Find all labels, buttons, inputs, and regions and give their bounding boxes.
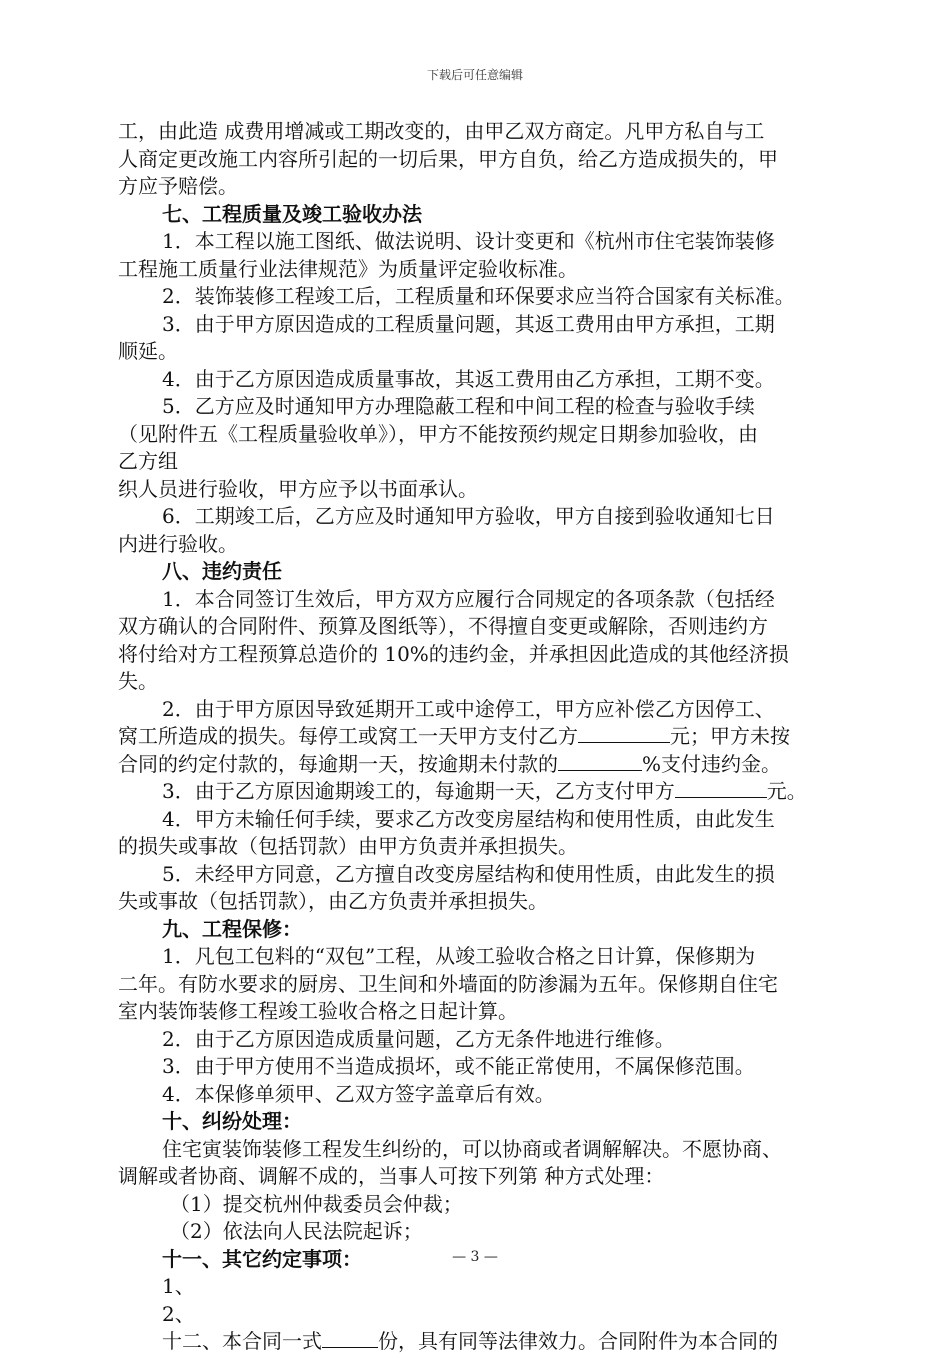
line-text: 1．本工程以施工图纸、做法说明、设计变更和《杭州市住宅装饰装修 [162, 229, 775, 253]
section-heading [118, 1108, 864, 1136]
line-text: 住宅寅装饰装修工程发生纠纷的，可以协商或者调解解决。不愿协商、 [162, 1136, 782, 1161]
text-line [118, 1273, 864, 1301]
text-line [118, 861, 864, 889]
fill-in-blank [558, 752, 642, 771]
line-text: （见附件五《工程质量验收单》），甲方不能按预约规定日期参加验收，由 [118, 421, 758, 446]
line-text: 合同的约定付款的，每逾期一天，按逾期未付款的 [118, 751, 558, 776]
text-line [118, 448, 864, 476]
line-text: 2．由于甲方原因导致延期开工或中途停工，甲方应补偿乙方因停工、 [162, 696, 775, 721]
line-text: 十一、其它约定事项： [162, 1246, 362, 1271]
line-text: 双方确认的合同附件、预算及图纸等），不得擅自变更或解除，否则违约方 [118, 614, 768, 638]
text-line [118, 256, 864, 284]
fill-in-blank [322, 1329, 378, 1348]
text-line [118, 613, 864, 641]
line-text: 3．由于甲方原因造成的工程质量问题，其返工费用由甲方承担，工期 [162, 311, 775, 336]
line-text: 2．由于乙方原因造成质量问题，乙方无条件地进行维修。 [162, 1026, 675, 1051]
text-line [118, 338, 864, 366]
text-line [118, 146, 864, 174]
line-text: 4．由于乙方原因造成质量事故，其返工费用由乙方承担，工期不变。 [162, 366, 775, 391]
text-line [118, 1191, 864, 1219]
line-text: 5．乙方应及时通知甲方办理隐蔽工程和中间工程的检查与验收手续 [162, 394, 755, 418]
line-text: 1．凡包工包料的“双包”工程，从竣工验收合格之日计算，保修期为 [162, 944, 756, 968]
text-line [118, 118, 864, 146]
text-line [118, 723, 864, 751]
line-text: 6．工期竣工后，乙方应及时通知甲方验收，甲方自接到验收通知七日 [162, 504, 775, 528]
line-text: 工程施工质量行业法律规范》为质量评定验收标准。 [118, 256, 578, 281]
text-line [118, 971, 864, 999]
text-line [118, 476, 864, 504]
line-text: （2）依法向人民法院起诉； [170, 1219, 423, 1243]
line-text: 二年。有防水要求的厨房、卫生间和外墙面的防渗漏为五年。保修期自住宅 [118, 971, 778, 996]
line-text: 4．甲方未输任何手续，要求乙方改变房屋结构和使用性质，由此发生 [162, 806, 775, 831]
line-text-after-blank: 元。 [766, 779, 807, 803]
line-text: 室内装饰装修工程竣工验收合格之日起计算。 [118, 999, 518, 1023]
text-line [118, 751, 864, 779]
line-text: 4．本保修单须甲、乙双方签字盖章后有效。 [162, 1081, 555, 1106]
text-line [118, 806, 864, 834]
line-text: 窝工所造成的损失。每停工或窝工一天甲方支付乙方 [118, 724, 578, 748]
line-text: 将付给对方工程预算总造价的 10%的违约金，并承担因此造成的其他经济损 [118, 641, 789, 666]
line-text: 顺延。 [118, 339, 178, 363]
text-line [118, 943, 864, 971]
text-line [118, 366, 864, 394]
section-heading [118, 916, 864, 944]
text-line [118, 421, 864, 449]
line-text: 失。 [118, 669, 158, 693]
text-line [118, 1053, 864, 1081]
line-text: 十二、本合同一式 [162, 1329, 322, 1353]
line-text: 人商定更改施工内容所引起的一切后果，甲方自负，给乙方造成损失的，甲 [118, 146, 778, 171]
fill-in-blank [675, 779, 767, 798]
text-line [118, 503, 864, 531]
text-line [118, 586, 864, 614]
line-text: 2．装饰装修工程竣工后，工程质量和环保要求应当符合国家有关标准。 [162, 284, 795, 308]
text-line [118, 1163, 864, 1191]
text-line [118, 531, 864, 559]
line-text-after-blank: 元；甲方未按 [670, 724, 790, 748]
text-line [118, 641, 864, 669]
text-line [118, 1081, 864, 1109]
section-heading [118, 201, 864, 229]
line-text: 十、纠纷处理： [162, 1109, 302, 1133]
line-text: 2、 [162, 1301, 195, 1326]
line-text-after-blank: %支付违约金。 [642, 751, 782, 776]
text-line [118, 173, 864, 201]
line-text: 5．未经甲方同意，乙方擅自改变房屋结构和使用性质，由此发生的损 [162, 861, 775, 886]
line-text: 方应予赔偿。 [118, 174, 238, 198]
text-line [118, 283, 864, 311]
line-text: 调解或者协商、调解不成的，当事人可按下列第 种方式处理： [118, 1164, 665, 1188]
text-line [118, 228, 864, 256]
line-text: 七、工程质量及竣工验收办法 [162, 201, 422, 226]
line-text: 织人员进行验收，甲方应予以书面承认。 [118, 476, 478, 501]
line-text: 内进行验收。 [118, 531, 238, 556]
contract-body [118, 118, 864, 1356]
fill-in-blank [578, 724, 670, 743]
line-text: 八、违约责任 [162, 559, 282, 583]
line-text: 工，由此造 成费用增减或工期改变的，由甲乙双方商定。凡甲方私自与工 [118, 119, 765, 143]
line-text: 3．由于甲方使用不当造成损坏，或不能正常使用，不属保修范围。 [162, 1054, 755, 1078]
line-text: （1）提交杭州仲裁委员会仲裁； [170, 1191, 463, 1216]
text-line [118, 778, 864, 806]
line-text: 失或事故（包括罚款），由乙方负责并承担损失。 [118, 889, 548, 913]
line-text: 的损失或事故（包括罚款）由甲方负责并承担损失。 [118, 834, 578, 858]
text-line [118, 696, 864, 724]
line-text: 1．本合同签订生效后，甲方双方应履行合同规定的各项条款（包括经 [162, 586, 775, 611]
line-text: 1、 [162, 1274, 195, 1298]
text-line [118, 833, 864, 861]
text-line [118, 1301, 864, 1329]
text-line [118, 668, 864, 696]
text-line [118, 1136, 864, 1164]
line-text: 九、工程保修： [162, 916, 302, 941]
section-heading [118, 558, 864, 586]
header-note: 下载后可任意编辑 [426, 68, 523, 82]
line-text: 乙方组 [118, 449, 178, 473]
text-line [118, 1026, 864, 1054]
line-text-after-blank: 份，具有同等法律效力。合同附件为本合同的 [378, 1329, 778, 1353]
text-line [118, 1218, 864, 1246]
line-text: 3．由于乙方原因逾期竣工的，每逾期一天，乙方支付甲方 [162, 779, 675, 803]
page-number: — 3 — [452, 1249, 498, 1265]
text-line [118, 1328, 864, 1356]
text-line [118, 311, 864, 339]
text-line [118, 998, 864, 1026]
text-line [118, 888, 864, 916]
text-line [118, 393, 864, 421]
